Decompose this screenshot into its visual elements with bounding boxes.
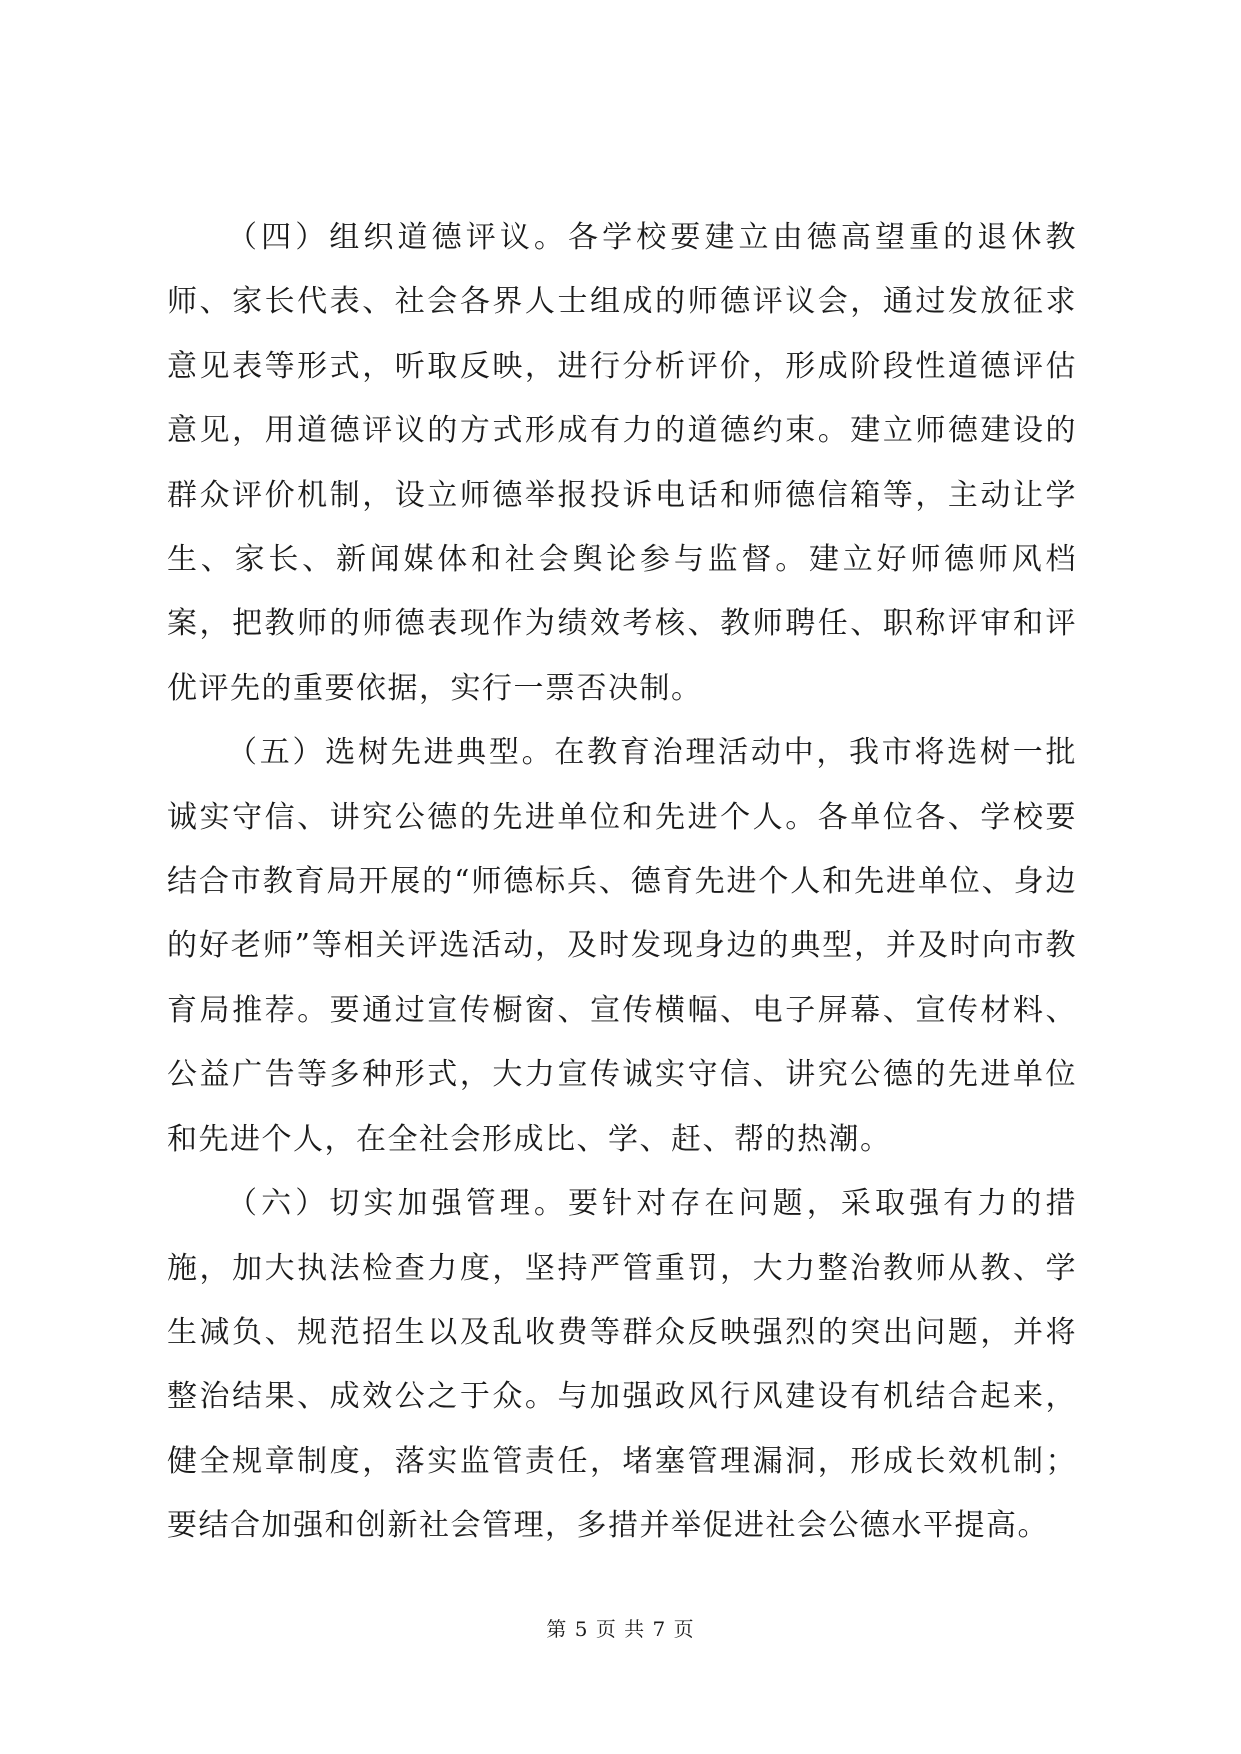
paragraph-organize-moral-review: （四）组织道德评议。各学校要建立由德高望重的退休教师、家长代表、社会各界人士组成的师德评议会，通过发放征求意见表等形式，听取反映，进行分析评价，形成阶段性道德评估意见，用道德评议的方式形成有力的道德约束。建立师德建设的群众评价机制，设立师德举报投诉电话和师德信箱等，主动让学生、家长、新闻媒体和社会舆论参与监督。建立好师德师风档案，把教师的师德表现作为绩效考核、教师聘任、职称评审和评优评先的重要依据，实行一票否决制。 — [167, 220, 1077, 706]
page-number-footer: 第 5 页 共 7 页 — [546, 1617, 695, 1641]
paragraph-strengthen-management: （六）切实加强管理。要针对存在问题，采取强有力的措施，加大执法检查力度，坚持严管重罚，大力整治教师从教、学生减负、规范招生以及乱收费等群众反映强烈的突出问题，并将整治结果、成效公之于众。与加强政风行风建设有机结合起来，健全规章制度，落实监管责任，堵塞管理漏洞，形成长效机制；要结合加强和创新社会管理，多措并举促进社会公德水平提高。 — [167, 1186, 1077, 1544]
document-body — [167, 206, 1077, 1559]
paragraph-select-advanced-models: （五）选树先进典型。在教育治理活动中，我市将选树一批诚实守信、讲究公德的先进单位和先进个人。各单位各、学校要结合市教育局开展的“师德标兵、德育先进个人和先进单位、身边的好老师”等相关评选活动，及时发现身边的典型，并及时向市教育局推荐。要通过宣传橱窗、宣传横幅、电子屏幕、宣传材料、公益广告等多种形式，大力宣传诚实守信、讲究公德的先进单位和先进个人，在全社会形成比、学、赶、帮的热潮。 — [167, 735, 1077, 1157]
